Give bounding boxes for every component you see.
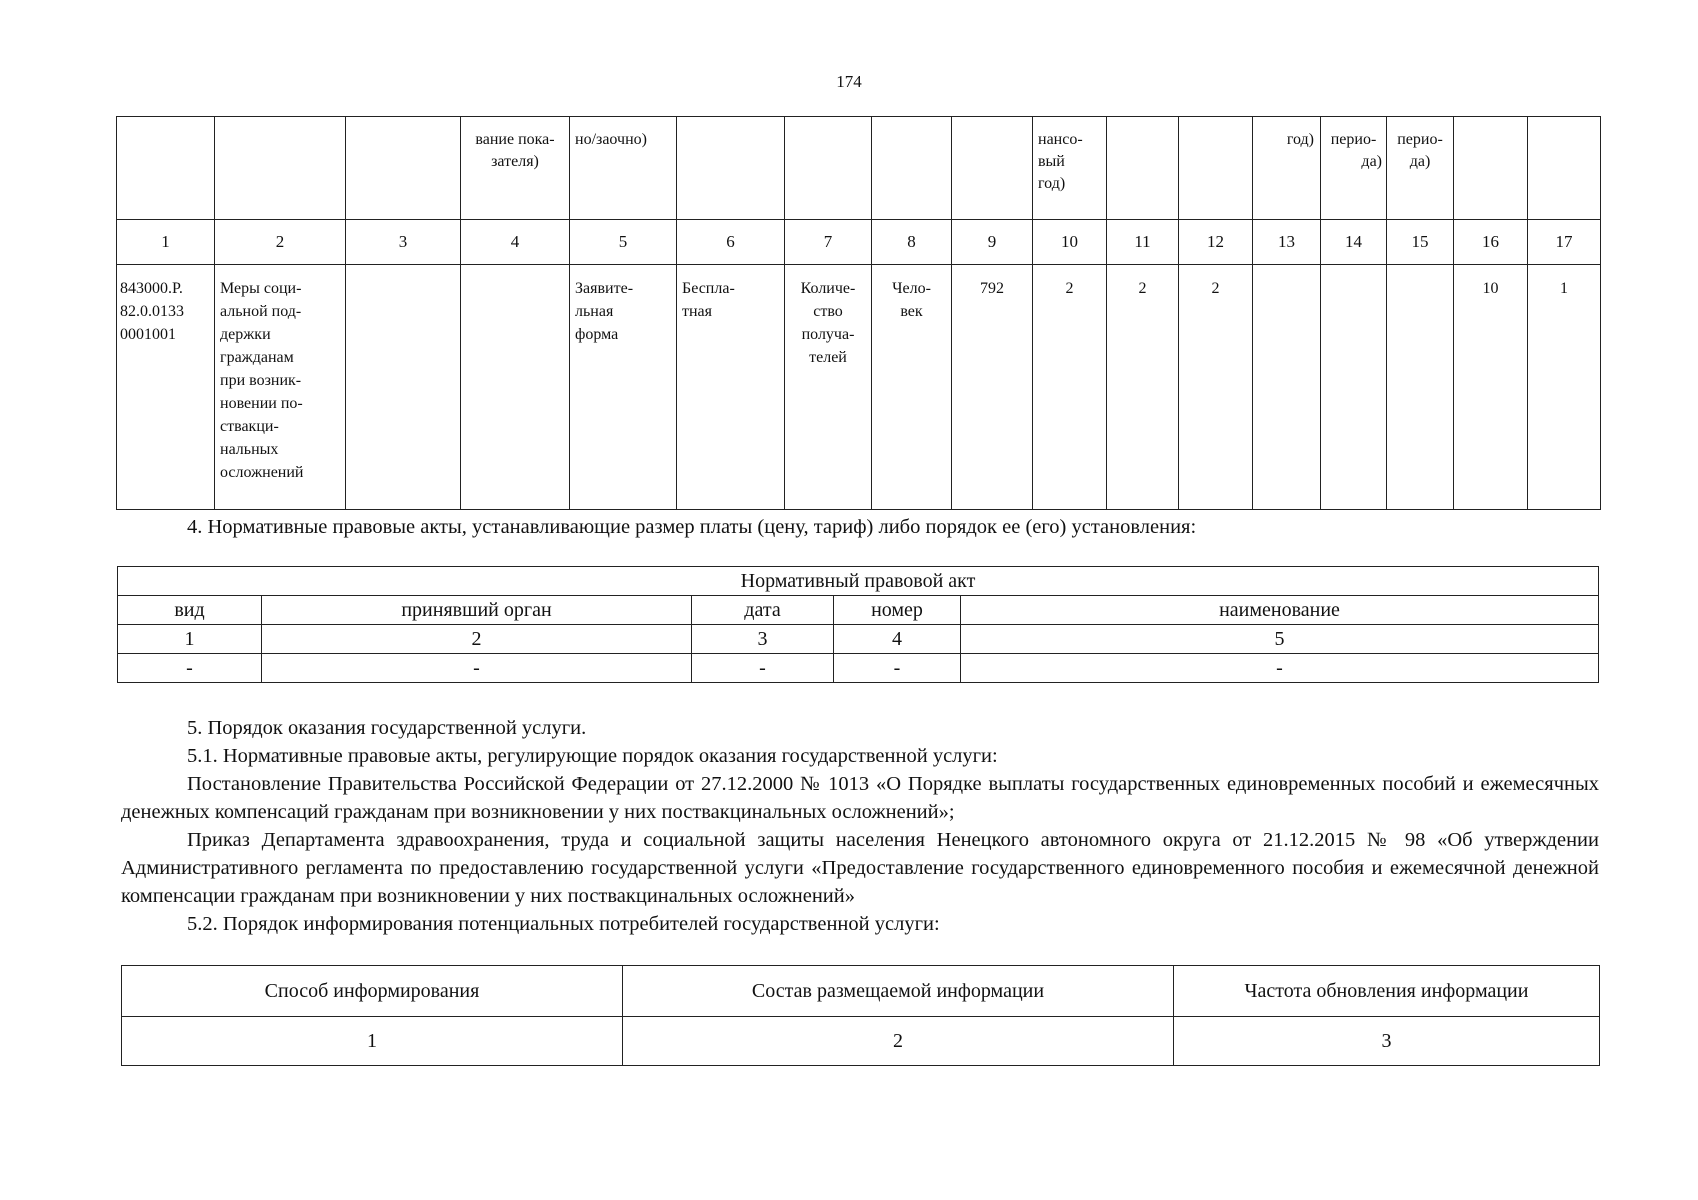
value-cell: 2 (1107, 265, 1179, 510)
table2-header: принявший орган (262, 596, 692, 625)
table2-title-row (118, 567, 1599, 596)
page-number: 174 (836, 72, 862, 91)
col-number: 5 (570, 220, 677, 265)
table1-header-c16: перио- да) (1387, 117, 1454, 220)
col-number: 3 (346, 220, 461, 265)
col-number: 2 (215, 220, 346, 265)
okei-code-cell: 792 (952, 265, 1033, 510)
table3-number: 1 (122, 1017, 623, 1066)
value-cell: 2 (1033, 265, 1107, 510)
service-name-cell: Меры соци- альной под- держки гражданам при возник- новении по- ствакци- нальных осложнений (215, 265, 346, 510)
table1-header-c4: вание пока- зателя) (461, 117, 570, 220)
col-number: 9 (952, 220, 1033, 265)
table2-header: номер (834, 596, 961, 625)
payment-cell: Беспла- тная (677, 265, 785, 510)
deviation-percent-cell: 10 (1454, 265, 1528, 510)
table1-header-row (117, 117, 1601, 220)
table1-header-c10: нансо- вый год) (1033, 117, 1107, 220)
section4-heading: 4. Нормативные правовые акты, устанавливающие размер платы (цену, тариф) либо порядок ее (его) установления: (187, 516, 1197, 538)
table3-header-row (122, 966, 1600, 1017)
section5-1-heading: 5.1. Нормативные правовые акты, регулирующие порядок оказания государственной услуги: (187, 745, 998, 767)
department-order-text: Приказ Департамента здравоохранения, труда и социальной защиты населения Ненецкого автономного округа от 21.12.2015 № 98 «Об утверждении Административного регламента по предоставлению государственной услуги «Предоставление государственного единовременного пособия и ежемесячной денежной компенсации гражданам при возникновении у них поствакцинальных осложнений» (121, 829, 1599, 907)
section5-heading: 5. Порядок оказания государственной услуги. (187, 717, 587, 739)
table3-header: Состав размещаемой информации (623, 966, 1174, 1017)
table2-value: - (961, 654, 1599, 683)
col-number: 6 (677, 220, 785, 265)
table1-data-row (117, 265, 1601, 510)
table3-header: Частота обновления информации (1174, 966, 1600, 1017)
table2-title: Нормативный правовой акт (118, 567, 1599, 596)
col-number: 17 (1528, 220, 1601, 265)
registry-code-cell: 843000.Р. 82.0.0133 0001001 (117, 265, 215, 510)
informing-table (121, 965, 1600, 1066)
table2-value: - (692, 654, 834, 683)
table1-header-c5: но/заочно) (570, 117, 677, 220)
table2-value: - (118, 654, 262, 683)
col-number: 16 (1454, 220, 1528, 265)
unit-cell: Чело- век (872, 265, 952, 510)
government-decree-text: Постановление Правительства Российской Федерации от 27.12.2000 № 1013 «О Порядке выплаты государственных единовременных пособий и ежемесячных денежных компенсаций гражданам при возникновении у них поствакцинальных осложнений»; (121, 773, 1599, 823)
col-number: 4 (461, 220, 570, 265)
table2-number-row (118, 625, 1599, 654)
table2-header: вид (118, 596, 262, 625)
table2-value-row (118, 654, 1599, 683)
col-number: 1 (117, 220, 215, 265)
indicator-cell: Количе- ство получа- телей (785, 265, 872, 510)
table2-number: 5 (961, 625, 1599, 654)
col-number: 15 (1387, 220, 1454, 265)
table2-value: - (834, 654, 961, 683)
col-number: 8 (872, 220, 952, 265)
col-number: 13 (1253, 220, 1321, 265)
table1-header-c14: год) (1253, 117, 1321, 220)
col-number: 7 (785, 220, 872, 265)
col-number: 12 (1179, 220, 1253, 265)
deviation-absolute-cell: 1 (1528, 265, 1601, 510)
table1-header-c15: перио- да) (1321, 117, 1387, 220)
col-number: 11 (1107, 220, 1179, 265)
table2-header-row (118, 596, 1599, 625)
table3-number: 2 (623, 1017, 1174, 1066)
table1-number-row (117, 220, 1601, 265)
table2-header: дата (692, 596, 834, 625)
table2-number: 4 (834, 625, 961, 654)
table2-number: 1 (118, 625, 262, 654)
table3-number-row (122, 1017, 1600, 1066)
col-number: 14 (1321, 220, 1387, 265)
table2-number: 3 (692, 625, 834, 654)
value-cell: 2 (1179, 265, 1253, 510)
normative-acts-table (117, 566, 1599, 683)
service-indicators-table (116, 116, 1601, 510)
table3-header: Способ информирования (122, 966, 623, 1017)
section5-2-heading: 5.2. Порядок информирования потенциальных потребителей государственной услуги: (187, 913, 940, 935)
col-number: 10 (1033, 220, 1107, 265)
table2-number: 2 (262, 625, 692, 654)
table2-header: наименование (961, 596, 1599, 625)
table3-number: 3 (1174, 1017, 1600, 1066)
form-cell: Заявите- льная форма (570, 265, 677, 510)
table2-value: - (262, 654, 692, 683)
